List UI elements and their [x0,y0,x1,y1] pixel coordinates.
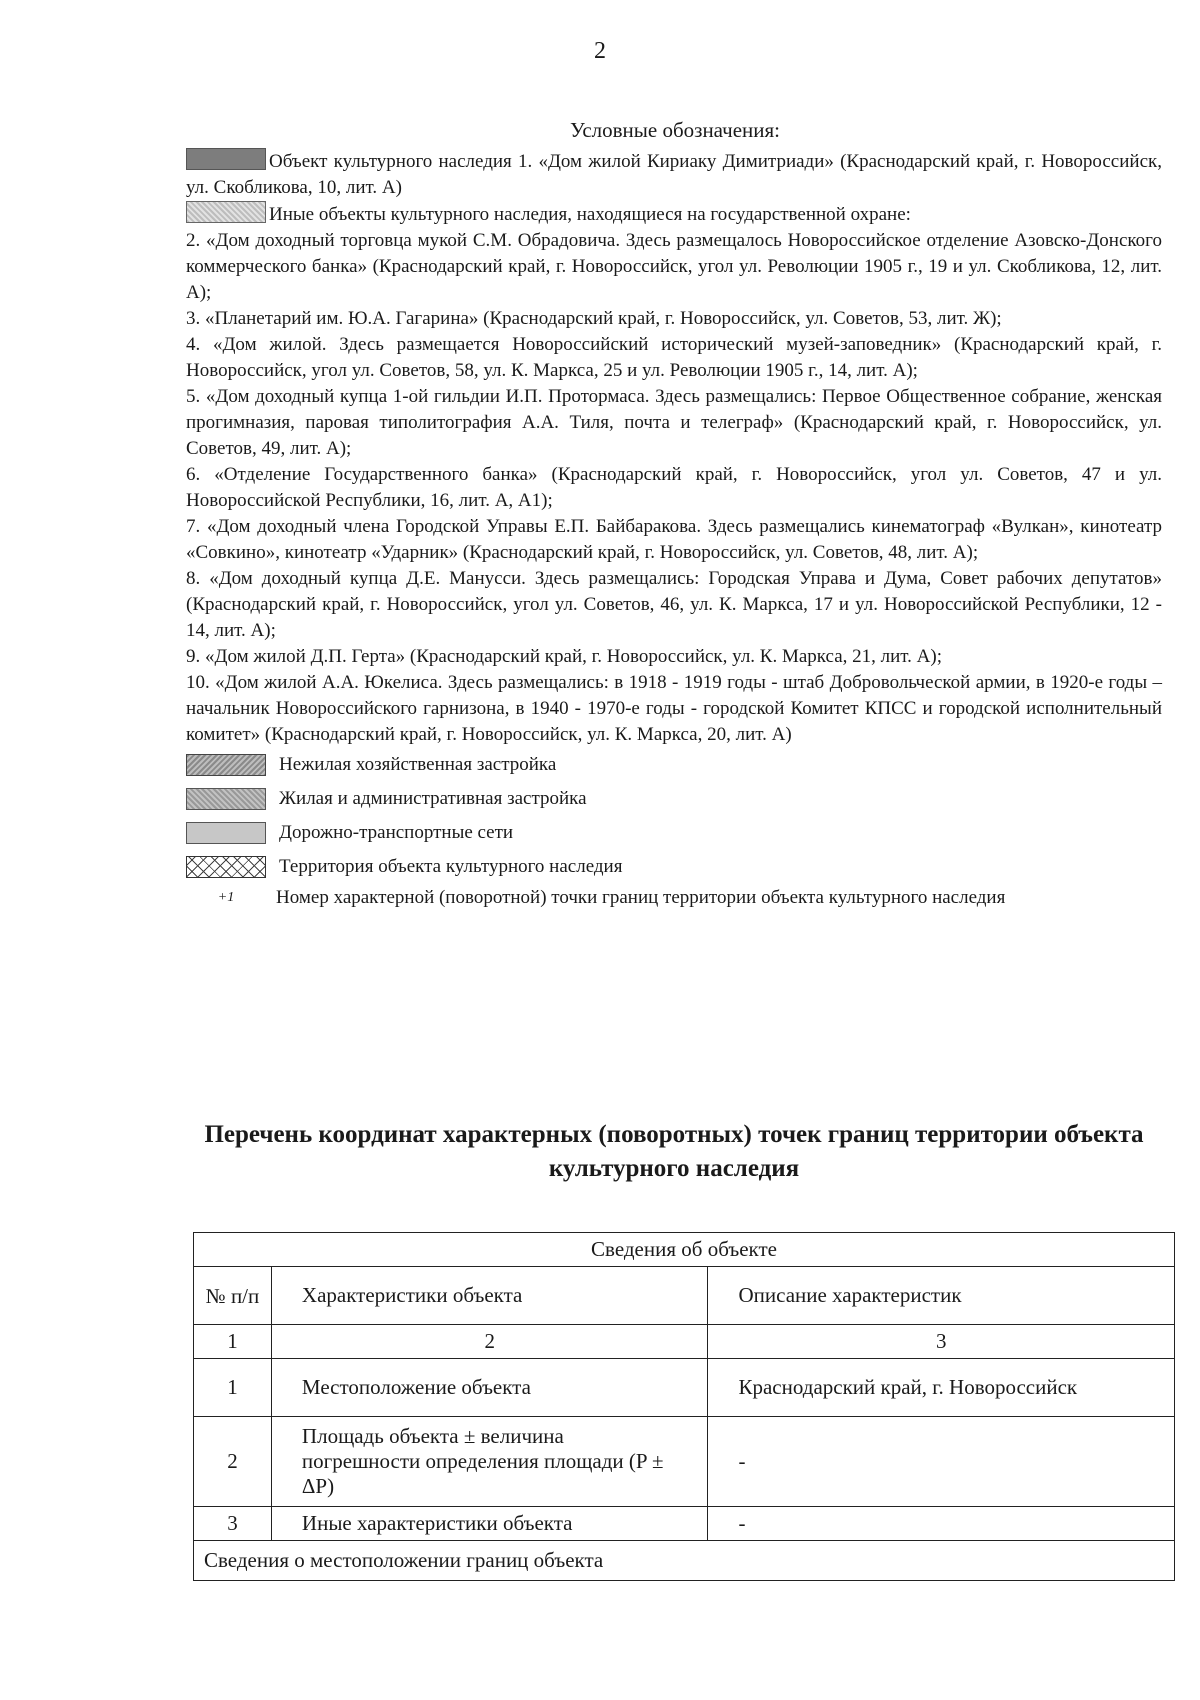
header-description: Описание характеристик [708,1267,1175,1325]
section-title: Перечень координат характерных (поворотных) точек границ территории объекта культурного наследия [204,1121,1144,1182]
legend-item-point: +1 Номер характерной (поворотной) точки границ территории объекта культурного наследия [186,884,1162,912]
row-value: - [708,1417,1175,1507]
object-info-table [193,1232,1175,1581]
legend-item-nonresidential: Нежилая хозяйственная застройка [186,748,1162,782]
column-number: 3 [708,1325,1175,1359]
legend-object-3: 3. «Планетарий им. Ю.А. Гагарина» (Краснодарский край, г. Новороссийск, ул. Советов, 53, лит. Ж); [186,308,1002,329]
legend [186,148,1162,912]
column-number: 2 [271,1325,708,1359]
point-marker-icon: +1 [217,890,235,905]
row-value: - [708,1507,1175,1541]
row-number: 1 [194,1359,272,1417]
table-row [194,1507,1175,1541]
column-number-row [194,1325,1175,1359]
table-footer-row [194,1541,1175,1581]
row-value: Краснодарский край, г. Новороссийск [708,1359,1175,1417]
legend-object-2: 2. «Дом доходный торговца мукой С.М. Обрадовича. Здесь размещалось Новороссийское отделение Азовско-Донского коммерческого банка» (Краснодарский край, г. Новороссийск, угол ул. Революции 1905 г., 19 и ул. Скобликова, 12, лит. А); [186,230,1162,303]
legend-other-objects-heading: Иные объекты культурного наследия, находящиеся на государственной охране: [186,201,1162,228]
legend-item-territory: Территория объекта культурного наследия [186,850,1162,884]
table-row [194,1359,1175,1417]
legend-object-10: 10. «Дом жилой А.А. Юкелиса. Здесь размещались: в 1918 - 1919 годы - штаб Добровольческой армии, в 1920-е годы – начальник Новороссийского гарнизона, в 1940 - 1970-е годы - городской Комитет КПСС и городской исполнительный комитет» (Краснодарский край, г. Новороссийск, ул. К. Маркса, 20, лит. А) [186,672,1162,745]
roads-swatch [186,822,266,844]
table-caption: Сведения об объекте [194,1233,1175,1267]
main-object-swatch [186,148,266,170]
row-number: 2 [194,1417,272,1507]
nonresidential-swatch [186,754,266,776]
row-name: Площадь объекта ± величина погрешности определения площади (P ± ΔP) [271,1417,708,1507]
legend-object-7: 7. «Дом доходный члена Городской Управы Е.П. Байбаракова. Здесь размещались кинематограф «Вулкан», кинотеатр «Совкино», кинотеатр «Ударник» (Краснодарский край, г. Новороссийск, ул. Советов, 48, лит. А); [186,516,1162,563]
table-footer: Сведения о местоположении границ объекта [194,1541,1175,1581]
legend-item-residential: Жилая и административная застройка [186,782,1162,816]
table-caption-row [194,1233,1175,1267]
row-number: 3 [194,1507,272,1541]
header-number: № п/п [194,1267,272,1325]
legend-object-9: 9. «Дом жилой Д.П. Герта» (Краснодарский край, г. Новороссийск, ул. К. Маркса, 21, лит. А); [186,646,943,667]
column-number: 1 [194,1325,272,1359]
legend-object-8: 8. «Дом доходный купца Д.Е. Манусси. Здесь размещались: Городская Управа и Дума, Совет рабочих депутатов» (Краснодарский край, г. Новороссийск, угол ул. Советов, 46, ул. К. Маркса, 17 и ул. Новороссийской Республики, 12 - 14, лит. А); [186,568,1162,641]
row-name: Иные характеристики объекта [271,1507,708,1541]
page-number: 2 [594,38,606,64]
legend-title: Условные обозначения: [569,118,781,142]
territory-swatch [186,856,266,878]
legend-object-6: 6. «Отделение Государственного банка» (Краснодарский край, г. Новороссийск, угол ул. Советов, 47 и ул. Новороссийской Республики, 16, лит. А, А1); [186,464,1162,511]
row-name: Местоположение объекта [271,1359,708,1417]
legend-object-5: 5. «Дом доходный купца 1-ой гильдии И.П. Протормаса. Здесь размещались: Первое Общественное собрание, женская прогимназия, паровая типолитография А.А. Тиля, почта и телеграф» (Краснодарский край, г. Новороссийск, ул. Советов, 49, лит. А); [186,386,1162,459]
header-characteristics: Характеристики объекта [271,1267,708,1325]
legend-item-roads: Дорожно-транспортные сети [186,816,1162,850]
legend-main-object: Объект культурного наследия 1. «Дом жилой Кириаку Димитриади» (Краснодарский край, г. Новороссийск, ул. Скобликова, 10, лит. А) [186,148,1162,201]
legend-object-4: 4. «Дом жилой. Здесь размещается Новороссийский исторический музей-заповедник» (Краснодарский край, г. Новороссийск, угол ул. Советов, 58, ул. К. Маркса, 25 и ул. Революции 1905 г., 14, лит. А); [186,334,1162,381]
residential-swatch [186,788,266,810]
table-row [194,1417,1175,1507]
other-objects-swatch [186,201,266,223]
table-header-row [194,1267,1175,1325]
